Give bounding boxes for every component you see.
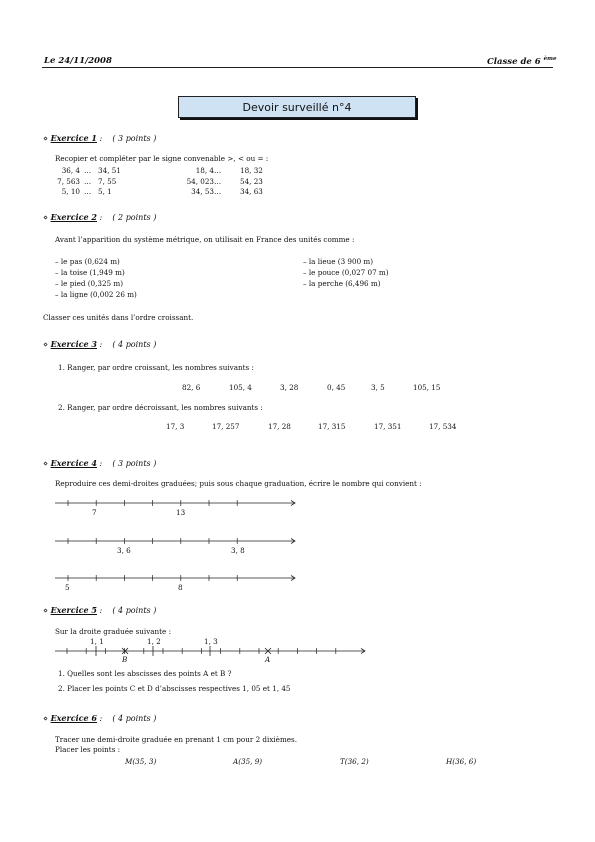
ex2-points: ( 2 points ) bbox=[112, 213, 157, 222]
ex6-line2: Placer les points : bbox=[55, 745, 121, 754]
ex3-n2-4: 17, 351 bbox=[374, 422, 402, 431]
line1-label: 7 bbox=[92, 508, 97, 517]
ex5-label: Exercice 5 bbox=[50, 605, 97, 615]
ex5-top-label: 1, 1 bbox=[90, 637, 104, 646]
class-text: Classe de 6 bbox=[487, 56, 541, 67]
comparison-number: 7, 55 bbox=[98, 176, 117, 186]
ex6-label: Exercice 6 bbox=[50, 713, 97, 723]
comparison-blank: … bbox=[84, 176, 92, 186]
date: Le 24/11/2008 bbox=[44, 56, 112, 66]
comparison-number: 34, 63 bbox=[240, 187, 263, 196]
ex5-q1: 1. Quelles sont les abscisses des points A et B ? bbox=[58, 669, 232, 678]
unit-item: – la perche (6,496 m) bbox=[303, 279, 381, 288]
comparison-number: 18, 4 bbox=[195, 166, 214, 175]
line2-label: 3, 6 bbox=[117, 546, 131, 555]
comparison-number: 7, 563 bbox=[57, 176, 80, 186]
point-A-label: A bbox=[265, 655, 271, 664]
ex4-heading: ⋄ Exercice 4 : ( 3 points ) bbox=[43, 458, 157, 468]
ex1-heading: ⋄ Exercice 1 : ( 3 points ) bbox=[43, 133, 157, 143]
ex3-n1-4: 3, 5 bbox=[371, 383, 385, 392]
ex6-line1: Tracer une demi-droite graduée en prenant 1 cm pour 2 dixièmes. bbox=[55, 735, 297, 744]
comparison-number: 34, 51 bbox=[98, 166, 121, 175]
line3-label: 8 bbox=[178, 583, 183, 592]
line3-label: 5 bbox=[65, 583, 70, 592]
comparison-number: 54, 23 bbox=[240, 176, 263, 186]
ex6-point: A(35, 9) bbox=[233, 757, 263, 766]
ex3-n1-5: 105, 15 bbox=[413, 383, 441, 392]
point-B-label: B bbox=[122, 655, 128, 664]
ex6-point: M(35, 3) bbox=[125, 757, 157, 766]
ex3-n2-2: 17, 28 bbox=[268, 422, 291, 431]
comparison-number: 34, 53 bbox=[191, 187, 214, 196]
ex6-point: T(36, 2) bbox=[340, 757, 369, 766]
comparison-blank: … bbox=[84, 166, 92, 175]
ex5-intro: Sur la droite graduée suivante : bbox=[55, 627, 172, 636]
comparison-blank: … bbox=[214, 166, 222, 175]
unit-item: – le pas (0,624 m) bbox=[55, 257, 120, 266]
ex3-n1-1: 105, 4 bbox=[229, 383, 252, 392]
ex5-heading: ⋄ Exercice 5 : ( 4 points ) bbox=[43, 605, 157, 615]
ex3-n2-5: 17, 534 bbox=[429, 422, 457, 431]
ex3-n1-0: 82, 6 bbox=[182, 383, 201, 392]
comparison-blank: … bbox=[214, 176, 222, 186]
ex1-points: ( 3 points ) bbox=[112, 134, 157, 143]
ex5-points: ( 4 points ) bbox=[112, 606, 157, 615]
ex5-top-label: 1, 3 bbox=[204, 637, 218, 646]
ex6-heading: ⋄ Exercice 6 : ( 4 points ) bbox=[43, 713, 157, 723]
ex3-label: Exercice 3 bbox=[50, 339, 97, 349]
ex4-label: Exercice 4 bbox=[50, 458, 97, 468]
line2-label: 3, 8 bbox=[231, 546, 245, 555]
ex1-instruction: Recopier et compléter par le signe convenable >, < ou = : bbox=[55, 154, 269, 163]
ex5-q2: 2. Placer les points C et D d’abscisses respectives 1, 05 et 1, 45 bbox=[58, 684, 291, 693]
ex2-heading: ⋄ Exercice 2 : ( 2 points ) bbox=[43, 212, 157, 222]
ex3-q2: 2. Ranger, par ordre décroissant, les nombres suivants : bbox=[58, 403, 263, 412]
page-title: Devoir surveillé n°4 bbox=[242, 100, 352, 114]
ex6-point: H(36, 6) bbox=[446, 757, 477, 766]
comparison-number: 54, 023 bbox=[186, 176, 214, 186]
ex3-n1-3: 0, 45 bbox=[327, 383, 346, 392]
ex1-label: Exercice 1 bbox=[50, 133, 97, 143]
ex3-heading: ⋄ Exercice 3 : ( 4 points ) bbox=[43, 339, 157, 349]
unit-item: – la lieue (3 900 m) bbox=[303, 257, 374, 266]
ex5-top-label: 1, 2 bbox=[147, 637, 161, 646]
ex6-points: ( 4 points ) bbox=[112, 714, 157, 723]
ex4-points: ( 3 points ) bbox=[112, 459, 157, 468]
ex2-intro: Avant l’apparition du système métrique, on utilisait en France des unités comme : bbox=[55, 235, 355, 244]
ex3-n2-3: 17, 315 bbox=[318, 422, 346, 431]
ex2-label: Exercice 2 bbox=[50, 212, 97, 222]
comparison-blank: … bbox=[84, 187, 92, 196]
line1-label: 13 bbox=[176, 508, 186, 517]
ex3-points: ( 4 points ) bbox=[112, 340, 157, 349]
unit-item: – la toise (1,949 m) bbox=[55, 268, 125, 277]
ex3-q1: 1. Ranger, par ordre croissant, les nombres suivants : bbox=[58, 363, 254, 372]
ex4-instruction: Reproduire ces demi-droites graduées; puis sous chaque graduation, écrire le nombre qui convient : bbox=[55, 479, 422, 488]
comparison-number: 36, 4 bbox=[61, 166, 80, 175]
unit-item: – le pouce (0,027 07 m) bbox=[303, 268, 389, 277]
class-sup: ème bbox=[543, 56, 557, 62]
ex3-n1-2: 3, 28 bbox=[280, 383, 299, 392]
ex3-n2-1: 17, 257 bbox=[212, 422, 240, 431]
ex3-n2-0: 17, 3 bbox=[166, 422, 185, 431]
comparison-blank: … bbox=[214, 187, 222, 196]
ex2-task: Classer ces unités dans l’ordre croissant. bbox=[43, 313, 194, 322]
unit-item: – la ligne (0,002 26 m) bbox=[55, 290, 137, 299]
comparison-number: 18, 32 bbox=[240, 166, 263, 175]
unit-item: – le pied (0,325 m) bbox=[55, 279, 124, 288]
comparison-number: 5, 10 bbox=[61, 187, 80, 196]
comparison-number: 5, 1 bbox=[98, 187, 112, 196]
